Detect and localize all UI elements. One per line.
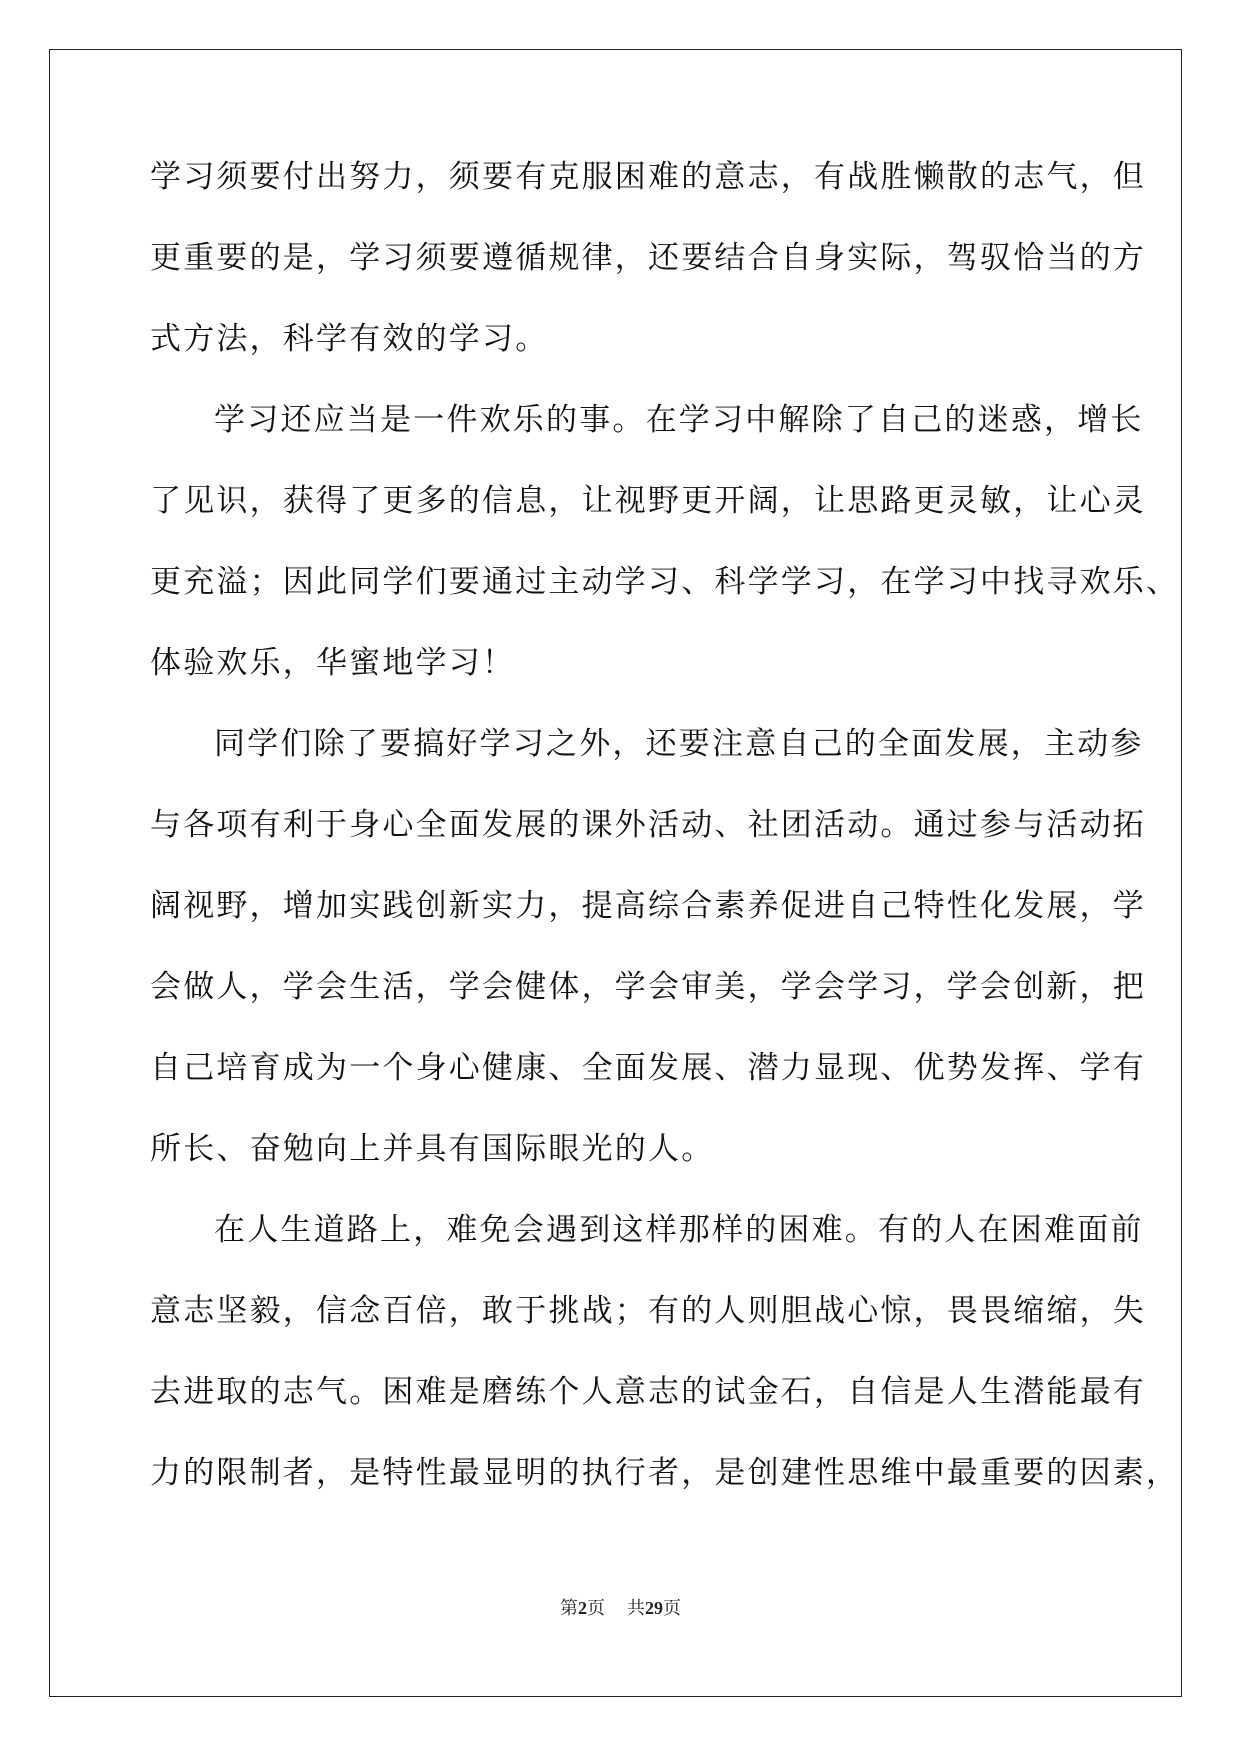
paragraph-first-line: 在人生道路上，难免会遇到这样那样的困难。有的人在困难面前 xyxy=(214,1212,1144,1248)
text-line: 所长、奋勉向上并具有国际眼光的人。 xyxy=(150,1131,715,1167)
document-body xyxy=(150,157,1180,1534)
text-line: 阔视野，增加实践创新实力，提高综合素养促进自己特性化发展，学 xyxy=(150,888,1146,924)
text-line: 去进取的志气。困难是磨练个人意志的试金石，自信是人生潜能最有 xyxy=(150,1374,1146,1410)
text-line: 更充溢；因此同学们要通过主动学习、科学学习，在学习中找寻欢乐、 xyxy=(150,564,1180,600)
text-line: 意志坚毅，信念百倍，敢于挑战；有的人则胆战心惊，畏畏缩缩，失 xyxy=(150,1293,1146,1329)
text-line: 体验欢乐，华蜜地学习！ xyxy=(150,645,516,681)
text-line: 式方法，科学有效的学习。 xyxy=(150,321,549,357)
paragraph-first-line: 学习还应当是一件欢乐的事。在学习中解除了自己的迷惑，增长 xyxy=(214,402,1144,438)
page-prefix: 第 xyxy=(560,1598,578,1618)
total-prefix: 共 xyxy=(627,1598,645,1618)
text-line: 学习须要付出努力，须要有克服困难的意志，有战胜懒散的志气，但 xyxy=(150,159,1146,195)
text-line: 会做人，学会生活，学会健体，学会审美，学会学习，学会创新，把 xyxy=(150,969,1146,1005)
page-suffix: 页 xyxy=(587,1598,605,1618)
text-line: 了见识，获得了更多的信息，让视野更开阔，让思路更灵敏，让心灵 xyxy=(150,483,1146,519)
total-pages: 29 xyxy=(645,1598,663,1618)
page-footer xyxy=(0,1594,1241,1620)
text-line: 更重要的是，学习须要遵循规律，还要结合自身实际，驾驭恰当的方 xyxy=(150,240,1146,276)
text-line: 自己培育成为一个身心健康、全面发展、潜力显现、优势发挥、学有 xyxy=(150,1050,1146,1086)
total-suffix: 页 xyxy=(663,1598,681,1618)
text-line: 与各项有利于身心全面发展的课外活动、社团活动。通过参与活动拓 xyxy=(150,807,1146,843)
text-line: 力的限制者，是特性最显明的执行者，是创建性思维中最重要的因素， xyxy=(150,1455,1180,1491)
paragraph-first-line: 同学们除了要搞好学习之外，还要注意自己的全面发展，主动参 xyxy=(214,726,1144,762)
page-number: 2 xyxy=(578,1598,587,1618)
